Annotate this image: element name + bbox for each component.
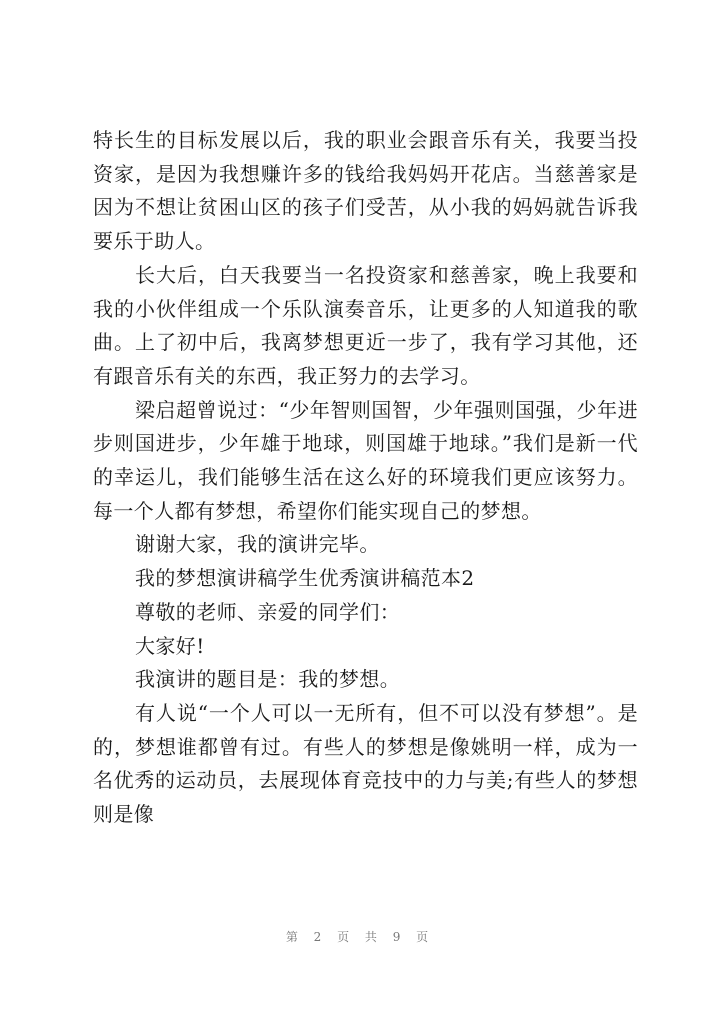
paragraph: 梁启超曾说过：“少年智则国智，少年强则国强，少年进步则国进步，少年雄于地球，则国雄于地球。”我们是新一代的幸运儿，我们能够生活在这么好的环境我们更应该努力。每一个人都有梦想，希望你们能实现自己的梦想。 [93,397,638,523]
speech-topic: 我演讲的题目是：我的梦想。 [135,667,401,692]
page-number-footer: 第 2 页 共 9 页 [285,930,435,944]
paragraph: 长大后，白天我要当一名投资家和慈善家，晚上我要和我的小伙伴组成一个乐队演奏音乐，让更多的人知道我的歌曲。上了初中后，我离梦想更近一步了，我有学习其他，还有跟音乐有关的东西，我正努力的去学习。 [93,262,638,388]
salutation: 尊敬的老师、亲爱的同学们： [135,599,401,624]
section-title: 我的梦想演讲稿学生优秀演讲稿范本2 [135,566,475,591]
paragraph-continuation: 特长生的目标发展以后，我的职业会跟音乐有关，我要当投资家，是因为我想赚许多的钱给我妈妈开花店。当慈善家是因为不想让贫困山区的孩子们受苦，从小我的妈妈就告诉我要乐于助人。 [93,128,638,254]
document-body [93,124,638,832]
greeting: 大家好! [135,633,205,658]
closing-line: 谢谢大家，我的演讲完毕。 [135,532,380,557]
paragraph: 有人说“一个人可以一无所有，但不可以没有梦想”。是的，梦想谁都曾有过。有些人的梦想是像姚明一样，成为一名优秀的运动员，去展现体育竞技中的力与美;有些人的梦想则是像 [93,700,638,827]
